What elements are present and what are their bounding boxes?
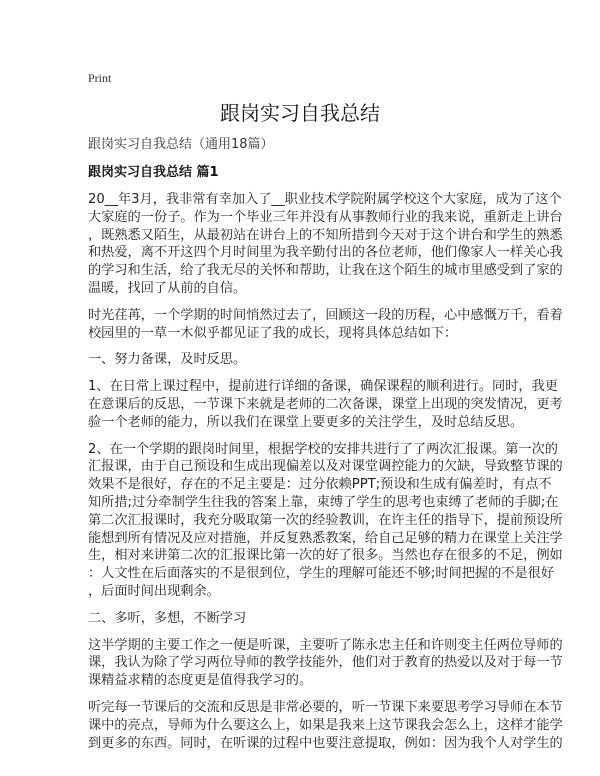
section-heading: 跟岗实习自我总结 篇1	[88, 165, 219, 180]
text-line: 知所措;过分牵制学生往我的答案上靠，束缚了学生的思考也束缚了老师的手脚;在	[88, 494, 559, 510]
text-line: 20__年3月，我非常有幸加入了__职业技术学院附属学校这个大家庭，成为了这个	[88, 192, 562, 207]
text-line: 能想到所有情况及应对措施，并反复熟悉教案，给自己足够的精力在课堂上关注学	[88, 530, 563, 546]
text-line: 温暖，找回了从前的自信。	[88, 280, 247, 296]
paragraph	[88, 307, 563, 343]
text-line: 课，我认为除了学习两位导师的教学技能外，他们对于教育的热爱以及对于每一节	[88, 655, 563, 671]
text-line: ，既熟悉又陌生，从最初站在讲台上的不知所措到今天对于这个讲台和学生的熟悉	[88, 227, 563, 243]
text-line: 汇报课，由于自己预设和生成出现偏差以及对课堂调控能力的欠缺，导致整节课的	[88, 459, 563, 475]
document-subtitle: 跟岗实习自我总结（通用18篇）	[88, 137, 274, 152]
text-line: 校园里的一草一木似乎都见证了我的成长，现将具体总结如下：	[88, 325, 458, 341]
text-line: 1、在日常上课过程中，提前进行详细的备课，确保课程的顺利进行。同时，我更	[88, 379, 558, 395]
text-line: 到更多的东西。同时，在听课的过程中也要注意提取，例如：因为我个人对学生的	[88, 735, 563, 751]
text-line: 课精益求精的态度更是值得我学习的。	[88, 673, 313, 689]
text-line: 这半学期的主要工作之一便是听课，主要听了陈永忠主任和许则变主任两位导师的	[88, 637, 563, 653]
paragraph	[88, 610, 528, 628]
paragraph	[88, 441, 563, 601]
text-line: 课中的亮点，导师为什么要这么上，如果是我来上这节课我会怎么上，这样才能学	[88, 717, 563, 733]
print-label[interactable]: Print	[88, 71, 112, 85]
text-line: 2、在一个学期的跟岗时间里，根据学校的安排共进行了了两次汇报课。第一次的	[88, 441, 558, 457]
text-line: 效果不是很好，存在的不足主要是：过分依赖PPT;预设和生成有偏差时，有点不	[88, 477, 552, 493]
text-line: 大家庭的一份子。作为一个毕业三年并没有从事教师行业的我来说，重新走上讲台	[88, 209, 563, 225]
document-title: 跟岗实习自我总结	[220, 101, 380, 125]
text-line: 验一个老师的能力，所以我们在课堂上要更多的关注学生，及时总结反思。	[88, 414, 524, 430]
paragraph	[88, 351, 528, 369]
document-body	[88, 191, 563, 752]
paragraph	[88, 378, 563, 431]
text-line: 的学习和生活，给了我无尽的关怀和帮助，让我在这个陌生的城市里感受到了家的	[88, 263, 563, 279]
text-line: ：人文性在后面落实的不是很到位，学生的理解可能还不够;时间把握的不是很好	[88, 566, 555, 582]
text-line: 在意课后的反思，一节课下来就是老师的二次备课，课堂上出现的突发情况，更考	[88, 396, 563, 412]
paragraph	[88, 699, 563, 752]
document-page	[88, 70, 563, 752]
text-line: 生，相对来讲第二次的汇报课比第一次的好了很多。当然也存在很多的不足，例如	[88, 548, 563, 564]
text-line: 第二次汇报课时，我充分吸取第一次的经验教训，在许主任的指导下，提前预设所	[88, 512, 563, 528]
text-line: 听完每一节课后的交流和反思是非常必要的，听一节课下来要思考学习导师在本节	[88, 699, 563, 715]
text-line: ，后面时间出现剩余。	[88, 583, 220, 599]
text-line: 一、努力备课，及时反思。	[88, 352, 247, 368]
paragraph	[88, 637, 563, 690]
text-line: 二、多听，多想，不断学习	[88, 610, 247, 626]
text-line: 时光荏苒，一个学期的时间悄然过去了，回顾这一段的历程，心中感慨万千，看着	[88, 307, 563, 323]
paragraph	[88, 191, 563, 298]
text-line: 和热爱，离不开这四个月时间里为我辛勤付出的各位老师，他们像家人一样关心我	[88, 245, 563, 261]
